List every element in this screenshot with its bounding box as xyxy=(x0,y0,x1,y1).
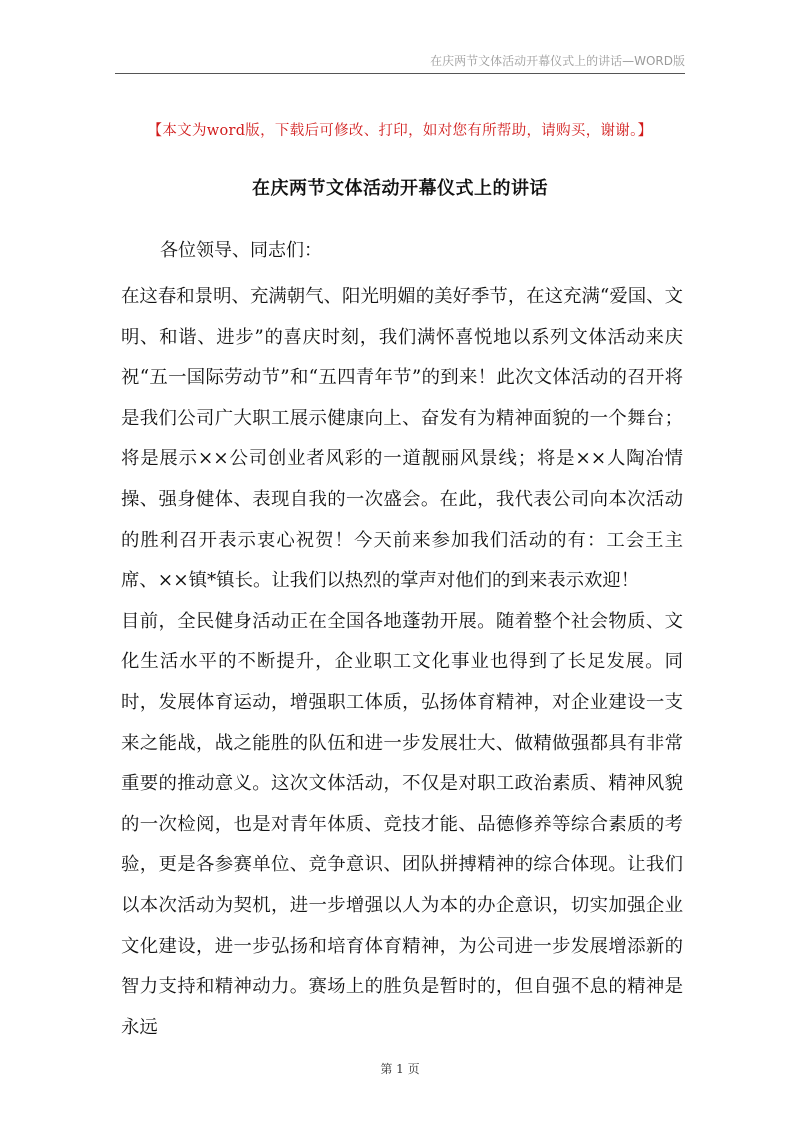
greeting: 各位领导、同志们： xyxy=(160,240,322,261)
document-body xyxy=(121,277,683,1048)
body-paragraph: 目前，全民健身活动正在全国各地蓬勃开展。随着整个社会物质、文化生活水平的不断提升，企业职工文化事业也得到了长足发展。同时，发展体育运动，增强职工体质，弘扬体育精神，对企业建设一支来之能战，战之能胜的队伍和进一步发展壮大、做精做强都具有非常重要的推动意义。这次文体活动，不仅是对职工政治素质、精神风貌的一次检阅，也是对青年体质、竞技才能、品德修养等综合素质的考验，更是各参赛单位、竞争意识、团队拼搏精神的综合体现。让我们以本次活动为契机，进一步增强以人为本的办企意识，切实加强企业文化建设，进一步弘扬和培育体育精神，为公司进一步发展增添新的智力支持和精神动力。赛场上的胜负是暂时的，但自强不息的精神是永远 xyxy=(121,610,683,1038)
page-number: 第 1 页 xyxy=(380,1062,420,1076)
running-header: 在庆两节文体活动开幕仪式上的讲话—WORD版 xyxy=(430,54,685,68)
document-title: 在庆两节文体活动开幕仪式上的讲话 xyxy=(252,178,548,199)
body-paragraph: 在这春和景明、充满朝气、阳光明媚的美好季节，在这充满“爱国、文明、和谐、进步”的喜庆时刻，我们满怀喜悦地以系列文体活动来庆祝“五一国际劳动节”和“五四青年节”的到来！此次文体活动的召开将是我们公司广大职工展示健康向上、奋发有为精神面貌的一个舞台；将是展示××公司创业者风彩的一道靓丽风景线；将是××人陶冶情操、强身健体、表现自我的一次盛会。在此，我代表公司向本次活动的胜利召开表示衷心祝贺！今天前来参加我们活动的有：工会王主席、××镇*镇长。让我们以热烈的掌声对他们的到来表示欢迎！ xyxy=(121,286,683,592)
purchase-notice: 【本文为word版，下载后可修改、打印，如对您有所帮助，请购买，谢谢。】 xyxy=(147,123,653,139)
header-divider xyxy=(115,73,685,74)
